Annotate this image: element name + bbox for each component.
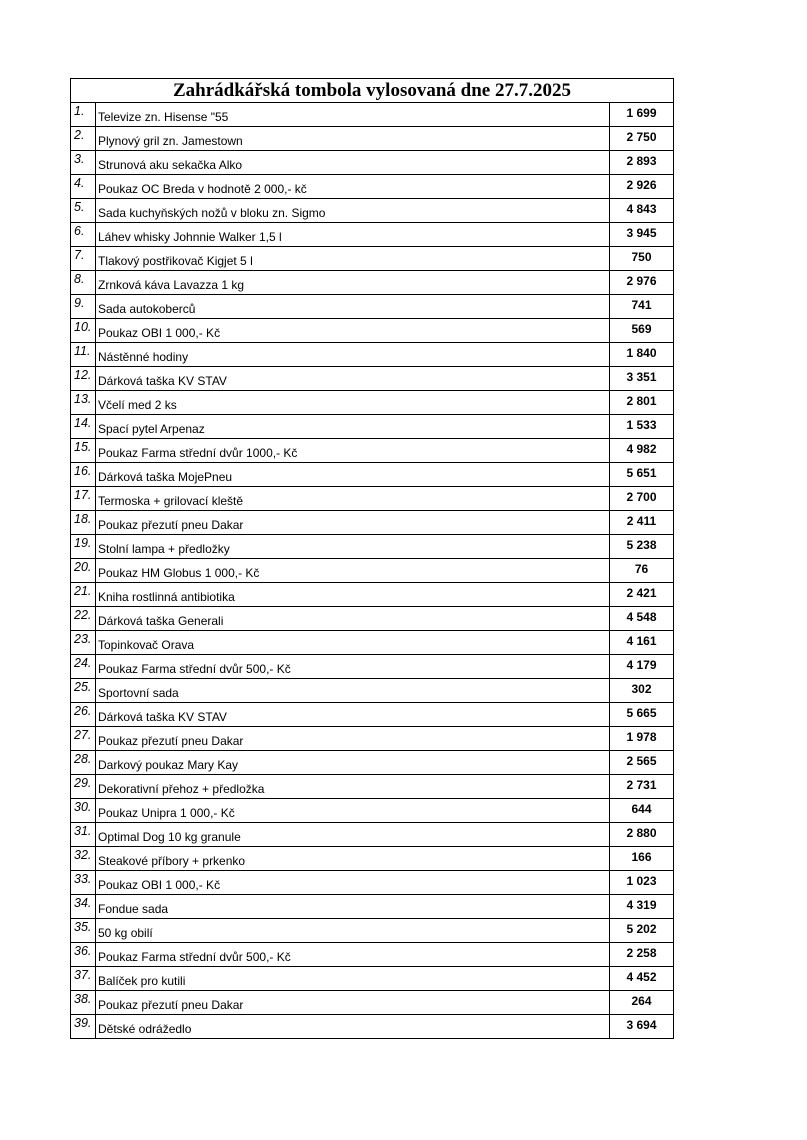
ticket-number: 4 548 — [609, 607, 673, 631]
table-row — [71, 751, 674, 775]
row-number: 22. — [71, 607, 96, 631]
ticket-number: 1 978 — [609, 727, 673, 751]
row-number: 36. — [71, 943, 96, 967]
ticket-number: 750 — [609, 247, 673, 271]
table-row — [71, 631, 674, 655]
table-row — [71, 487, 674, 511]
prize-name: Láhev whisky Johnnie Walker 1,5 l — [96, 223, 610, 247]
prize-name: Poukaz Unipra 1 000,- Kč — [96, 799, 610, 823]
table-row — [71, 295, 674, 319]
ticket-number: 2 880 — [609, 823, 673, 847]
row-number: 18. — [71, 511, 96, 535]
prize-name: Optimal Dog 10 kg granule — [96, 823, 610, 847]
row-number: 23. — [71, 631, 96, 655]
table-row — [71, 367, 674, 391]
row-number: 25. — [71, 679, 96, 703]
table-row — [71, 319, 674, 343]
table-row — [71, 391, 674, 415]
ticket-number: 5 238 — [609, 535, 673, 559]
prize-name: Poukaz OC Breda v hodnotě 2 000,- kč — [96, 175, 610, 199]
ticket-number: 1 699 — [609, 103, 673, 127]
row-number: 12. — [71, 367, 96, 391]
ticket-number: 264 — [609, 991, 673, 1015]
table-row — [71, 127, 674, 151]
ticket-number: 4 452 — [609, 967, 673, 991]
ticket-number: 3 351 — [609, 367, 673, 391]
prize-name: Darkový poukaz Mary Kay — [96, 751, 610, 775]
row-number: 6. — [71, 223, 96, 247]
prize-name: Nástěnné hodiny — [96, 343, 610, 367]
prize-name: Poukaz přezutí pneu Dakar — [96, 511, 610, 535]
ticket-number: 166 — [609, 847, 673, 871]
ticket-number: 2 801 — [609, 391, 673, 415]
row-number: 32. — [71, 847, 96, 871]
ticket-number: 2 893 — [609, 151, 673, 175]
table-row — [71, 199, 674, 223]
row-number: 34. — [71, 895, 96, 919]
row-number: 10. — [71, 319, 96, 343]
table-row — [71, 559, 674, 583]
table-row — [71, 103, 674, 127]
ticket-number: 2 926 — [609, 175, 673, 199]
table-row — [71, 271, 674, 295]
prize-name: Televize zn. Hisense "55 — [96, 103, 610, 127]
prize-name: Dárková taška Generali — [96, 607, 610, 631]
table-row — [71, 607, 674, 631]
table-row — [71, 247, 674, 271]
ticket-number: 3 945 — [609, 223, 673, 247]
ticket-number: 2 421 — [609, 583, 673, 607]
prize-name: Včelí med 2 ks — [96, 391, 610, 415]
table-row — [71, 463, 674, 487]
row-number: 8. — [71, 271, 96, 295]
prize-name: Topinkovač Orava — [96, 631, 610, 655]
row-number: 14. — [71, 415, 96, 439]
table-row — [71, 727, 674, 751]
ticket-number: 1 023 — [609, 871, 673, 895]
document-title: Zahrádkářská tombola vylosovaná dne 27.7.2025 — [71, 79, 674, 103]
ticket-number: 5 202 — [609, 919, 673, 943]
table-row — [71, 991, 674, 1015]
prize-name: Dárková taška KV STAV — [96, 703, 610, 727]
prize-name: Poukaz přezutí pneu Dakar — [96, 991, 610, 1015]
table-row — [71, 967, 674, 991]
row-number: 16. — [71, 463, 96, 487]
prize-name: Poukaz HM Globus 1 000,- Kč — [96, 559, 610, 583]
table-row — [71, 583, 674, 607]
table-row — [71, 943, 674, 967]
row-number: 9. — [71, 295, 96, 319]
row-number: 27. — [71, 727, 96, 751]
row-number: 37. — [71, 967, 96, 991]
ticket-number: 76 — [609, 559, 673, 583]
row-number: 13. — [71, 391, 96, 415]
table-row — [71, 175, 674, 199]
prize-name: Stolní lampa + předložky — [96, 535, 610, 559]
row-number: 21. — [71, 583, 96, 607]
ticket-number: 3 694 — [609, 1015, 673, 1039]
ticket-number: 741 — [609, 295, 673, 319]
table-row — [71, 895, 674, 919]
ticket-number: 4 843 — [609, 199, 673, 223]
ticket-number: 1 840 — [609, 343, 673, 367]
title-row — [71, 79, 674, 103]
row-number: 19. — [71, 535, 96, 559]
row-number: 31. — [71, 823, 96, 847]
table-row — [71, 823, 674, 847]
row-number: 11. — [71, 343, 96, 367]
ticket-number: 2 411 — [609, 511, 673, 535]
ticket-number: 4 319 — [609, 895, 673, 919]
table-row — [71, 151, 674, 175]
row-number: 3. — [71, 151, 96, 175]
prize-name: Tlakový postřikovač Kigjet 5 l — [96, 247, 610, 271]
prize-name: Poukaz OBI 1 000,- Kč — [96, 871, 610, 895]
table-row — [71, 703, 674, 727]
ticket-number: 4 179 — [609, 655, 673, 679]
prize-name: Dárková taška KV STAV — [96, 367, 610, 391]
ticket-number: 2 700 — [609, 487, 673, 511]
prize-name: Sada autokoberců — [96, 295, 610, 319]
prize-name: Poukaz Farma střední dvůr 500,- Kč — [96, 655, 610, 679]
row-number: 30. — [71, 799, 96, 823]
table-row — [71, 415, 674, 439]
table-row — [71, 1015, 674, 1039]
prize-name: Fondue sada — [96, 895, 610, 919]
ticket-number: 1 533 — [609, 415, 673, 439]
prize-name: Poukaz Farma střední dvůr 500,- Kč — [96, 943, 610, 967]
prize-name: 50 kg obilí — [96, 919, 610, 943]
row-number: 17. — [71, 487, 96, 511]
table-row — [71, 511, 674, 535]
row-number: 20. — [71, 559, 96, 583]
table-row — [71, 343, 674, 367]
ticket-number: 4 982 — [609, 439, 673, 463]
prize-name: Sportovní sada — [96, 679, 610, 703]
table-row — [71, 871, 674, 895]
prize-name: Dekorativní přehoz + předložka — [96, 775, 610, 799]
prize-name: Sada kuchyňských nožů v bloku zn. Sigmo — [96, 199, 610, 223]
table-row — [71, 655, 674, 679]
row-number: 28. — [71, 751, 96, 775]
table-row — [71, 919, 674, 943]
prize-name: Zrnková káva Lavazza 1 kg — [96, 271, 610, 295]
table-row — [71, 799, 674, 823]
row-number: 29. — [71, 775, 96, 799]
prize-name: Balíček pro kutili — [96, 967, 610, 991]
row-number: 33. — [71, 871, 96, 895]
tombola-table — [70, 78, 674, 1039]
prize-name: Poukaz OBI 1 000,- Kč — [96, 319, 610, 343]
row-number: 1. — [71, 103, 96, 127]
row-number: 7. — [71, 247, 96, 271]
ticket-number: 644 — [609, 799, 673, 823]
table-row — [71, 679, 674, 703]
ticket-number: 2 258 — [609, 943, 673, 967]
prize-name: Poukaz Farma střední dvůr 1000,- Kč — [96, 439, 610, 463]
row-number: 39. — [71, 1015, 96, 1039]
ticket-number: 2 976 — [609, 271, 673, 295]
prize-name: Kniha rostlinná antibiotika — [96, 583, 610, 607]
table-row — [71, 223, 674, 247]
prize-name: Termoska + grilovací kleště — [96, 487, 610, 511]
row-number: 4. — [71, 175, 96, 199]
ticket-number: 2 750 — [609, 127, 673, 151]
table-row — [71, 535, 674, 559]
row-number: 24. — [71, 655, 96, 679]
ticket-number: 4 161 — [609, 631, 673, 655]
ticket-number: 302 — [609, 679, 673, 703]
ticket-number: 5 665 — [609, 703, 673, 727]
prize-name: Dětské odrážedlo — [96, 1015, 610, 1039]
prize-name: Poukaz přezutí pneu Dakar — [96, 727, 610, 751]
prize-name: Steakové příbory + prkenko — [96, 847, 610, 871]
table-row — [71, 775, 674, 799]
ticket-number: 2 731 — [609, 775, 673, 799]
row-number: 2. — [71, 127, 96, 151]
table-row — [71, 439, 674, 463]
row-number: 38. — [71, 991, 96, 1015]
ticket-number: 569 — [609, 319, 673, 343]
prize-name: Plynový gril zn. Jamestown — [96, 127, 610, 151]
row-number: 26. — [71, 703, 96, 727]
table-row — [71, 847, 674, 871]
prize-name: Dárková taška MojePneu — [96, 463, 610, 487]
prize-name: Spací pytel Arpenaz — [96, 415, 610, 439]
row-number: 15. — [71, 439, 96, 463]
ticket-number: 2 565 — [609, 751, 673, 775]
row-number: 5. — [71, 199, 96, 223]
ticket-number: 5 651 — [609, 463, 673, 487]
row-number: 35. — [71, 919, 96, 943]
prize-name: Strunová aku sekačka Alko — [96, 151, 610, 175]
